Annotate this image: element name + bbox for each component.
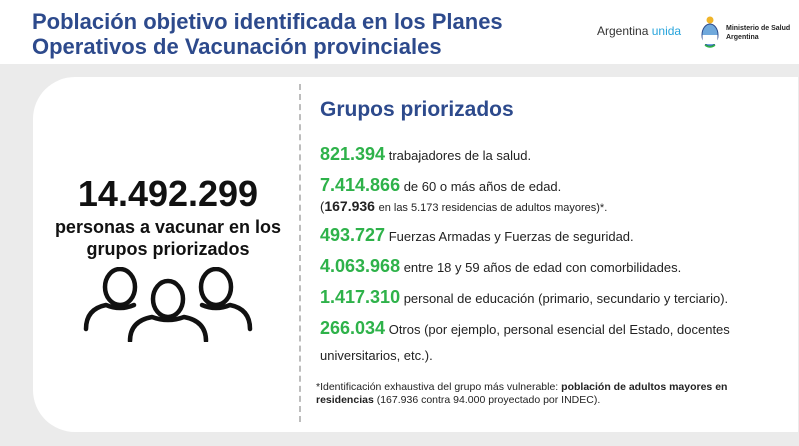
header <box>0 0 799 64</box>
ministry-logo <box>726 24 790 42</box>
group-row <box>320 225 634 246</box>
group-subrow <box>320 198 607 214</box>
group-row <box>320 144 531 165</box>
group-number: 493.727 <box>320 225 386 245</box>
ministry-line-1: Ministerio de Salud <box>726 25 791 32</box>
footnote-suffix: (167.936 contra 94.000 proyectado por INDEC). <box>373 394 601 406</box>
group-text-continued: universitarios, etc.). <box>320 348 433 363</box>
group-text: de 60 o más años de edad. <box>403 179 562 194</box>
group-row <box>320 318 730 339</box>
group-number: 7.414.866 <box>320 175 401 195</box>
total-label <box>38 216 298 260</box>
page-title <box>32 9 572 59</box>
coat-of-arms-icon <box>700 15 720 49</box>
sub-open: ( <box>320 199 325 214</box>
total-label-line-1: personas a vacunar en los <box>54 217 282 237</box>
group-text: personal de educación (primario, secundario y terciario). <box>403 291 729 306</box>
group-row <box>320 287 728 308</box>
footnote-prefix: *Identificación exhaustiva del grupo más vulnerable: <box>316 381 562 393</box>
groups-title: Grupos priorizados <box>320 98 514 121</box>
people-group-icon <box>78 267 258 342</box>
group-number: 4.063.968 <box>320 256 401 276</box>
group-text: Otros (por ejemplo, personal esencial del Estado, docentes <box>388 322 730 337</box>
footnote-bold-b: en residencias <box>316 381 728 406</box>
brand-text-b: unida <box>651 24 682 38</box>
sub-text: en las 5.173 residencias de adultos mayores)*. <box>378 202 608 214</box>
group-text: trabajadores de la salud. <box>388 148 532 163</box>
group-row <box>320 175 561 196</box>
group-number: 821.394 <box>320 144 386 164</box>
argentina-unida-logo <box>597 24 681 38</box>
title-line-2: Operativos de Vacunación provinciales <box>32 34 442 59</box>
sub-number: 167.936 <box>324 198 375 214</box>
group-number: 266.034 <box>320 318 386 338</box>
ministry-line-2: Argentina <box>726 34 759 41</box>
total-count: 14.492.299 <box>77 173 259 214</box>
group-text: Fuerzas Armadas y Fuerzas de seguridad. <box>388 229 634 244</box>
title-line-1: Población objetivo identificada en los Planes <box>32 9 503 34</box>
dashed-divider <box>299 84 301 422</box>
group-text: entre 18 y 59 años de edad con comorbilidades. <box>403 260 682 275</box>
footnote-bold-a: población de adultos mayores <box>561 381 713 393</box>
group-number: 1.417.310 <box>320 287 401 307</box>
group-row-continuation <box>320 348 433 363</box>
footnote <box>316 381 776 407</box>
group-row <box>320 256 681 277</box>
brand-text-a: Argentina <box>597 24 649 38</box>
total-label-line-2: grupos priorizados <box>86 239 250 259</box>
